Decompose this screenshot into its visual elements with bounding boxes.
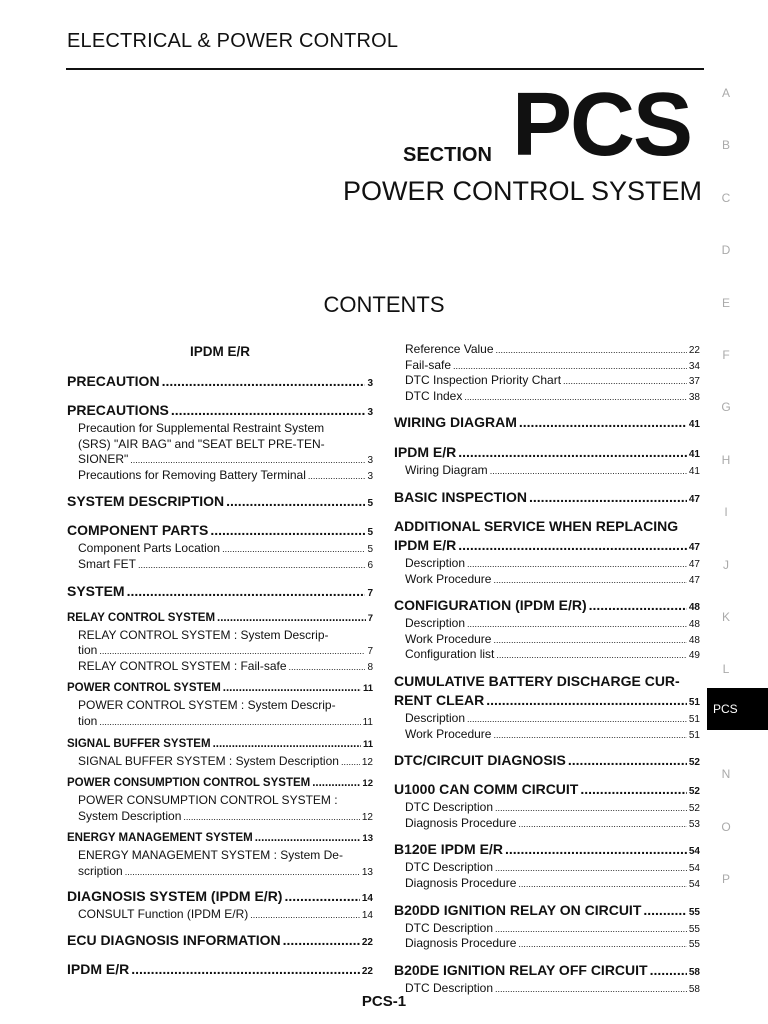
toc-entry-title: Work Procedure — [405, 571, 492, 586]
toc-heading[interactable] — [67, 522, 373, 541]
toc-page-number: 47 — [688, 541, 700, 553]
side-index-letter[interactable]: C — [721, 190, 731, 205]
toc-entry-title: WIRING DIAGRAM — [394, 414, 517, 431]
dot-leader — [223, 682, 361, 694]
footer-page-label: PCS-1 — [361, 993, 407, 1010]
toc-page-number: 41 — [688, 449, 700, 461]
toc-subheading[interactable] — [67, 682, 373, 698]
toc-subheading[interactable] — [67, 832, 373, 848]
toc-item[interactable] — [394, 342, 700, 358]
toc-entry-title: ENERGY MANAGEMENT SYSTEM — [67, 832, 253, 845]
toc-page-number: 53 — [688, 818, 700, 830]
toc-subheading[interactable] — [67, 738, 373, 754]
toc-page-number: 22 — [361, 937, 373, 949]
toc-entry-title: DTC Description — [405, 860, 494, 875]
toc-page-number: 55 — [688, 906, 700, 918]
toc-item[interactable] — [394, 389, 700, 405]
toc-group-heading: IPDM E/R — [189, 344, 250, 359]
toc-entry-title: DTC Inspection Priority Chart — [405, 373, 562, 388]
toc-entry-title: Diagnosis Procedure — [405, 815, 517, 830]
dot-leader — [283, 932, 360, 948]
toc-heading-text: ADDITIONAL SERVICE WHEN REPLACING — [394, 517, 679, 534]
toc-entry-title: RENT CLEAR — [394, 691, 485, 708]
toc-page-number: 14 — [361, 892, 373, 904]
toc-page-number: 52 — [688, 786, 700, 798]
toc-heading[interactable] — [394, 962, 700, 981]
toc-entry-title: Wiring Diagram — [405, 463, 488, 478]
toc-page-number: 52 — [688, 803, 700, 815]
dot-leader — [467, 559, 687, 569]
toc-item[interactable] — [67, 864, 373, 880]
toc-right-column — [394, 342, 700, 996]
contents-title: CONTENTS — [323, 292, 445, 317]
toc-page-number: 51 — [688, 696, 700, 708]
toc-item-text: ENERGY MANAGEMENT SYSTEM : System De- — [78, 848, 343, 863]
side-tab-active[interactable]: PCS — [707, 688, 768, 730]
dot-leader — [284, 888, 359, 904]
toc-entry-title: POWER CONTROL SYSTEM — [67, 682, 221, 695]
toc-page-number: 12 — [362, 778, 373, 790]
toc-entry-title: PRECAUTIONS — [67, 402, 169, 418]
dot-leader — [341, 757, 360, 767]
toc-entry-title: Description — [405, 555, 466, 570]
toc-page-number: 5 — [367, 498, 373, 510]
toc-entry-title: CONFIGURATION (IPDM E/R) — [394, 597, 587, 614]
dot-leader — [493, 730, 686, 740]
side-index-letter[interactable]: J — [723, 557, 729, 572]
toc-entry-title: scription — [78, 863, 123, 878]
dot-leader — [222, 544, 365, 554]
toc-entry-title: PRECAUTION — [67, 373, 160, 389]
toc-heading-text: CUMULATIVE BATTERY DISCHARGE CUR- — [394, 672, 680, 689]
section-code: PCS — [512, 75, 692, 175]
toc-item[interactable] — [67, 557, 373, 573]
toc-page-number: 22 — [361, 966, 373, 978]
toc-heading[interactable] — [67, 583, 373, 602]
toc-heading[interactable] — [394, 781, 700, 800]
toc-entry-title: BASIC INSPECTION — [394, 488, 528, 505]
dot-leader — [458, 537, 687, 553]
side-index-letter[interactable]: O — [721, 819, 731, 834]
toc-heading[interactable] — [394, 841, 700, 860]
toc-item[interactable] — [394, 921, 700, 937]
toc-entry-title: IPDM E/R — [394, 444, 457, 461]
toc-item-text: POWER CONTROL SYSTEM : System Descrip- — [78, 698, 336, 713]
toc-entry-title: System Description — [78, 808, 182, 823]
side-index-letter[interactable]: H — [721, 452, 731, 467]
toc-page-number: 55 — [688, 923, 700, 935]
dot-leader — [518, 879, 686, 889]
toc-page-number: 51 — [688, 713, 700, 725]
toc-entry-title: Component Parts Location — [78, 541, 221, 556]
toc-entry-title: SYSTEM — [67, 582, 125, 599]
toc-heading[interactable] — [394, 752, 700, 771]
toc-item[interactable] — [67, 541, 373, 557]
dot-leader — [496, 345, 687, 355]
dot-leader — [210, 522, 365, 538]
toc-page-number: 22 — [688, 345, 700, 356]
toc-item[interactable] — [394, 616, 700, 632]
toc-entry-title: Configuration list — [405, 647, 495, 662]
toc-page-number: 11 — [362, 738, 373, 750]
side-index-letter[interactable]: G — [721, 400, 731, 415]
toc-entry-title: B120E IPDM E/R — [394, 841, 503, 858]
toc-item[interactable] — [394, 876, 700, 892]
toc-page-number: 41 — [688, 419, 700, 431]
dot-leader — [217, 612, 366, 624]
toc-entry-title: CONSULT Function (IPDM E/R) — [78, 906, 249, 921]
toc-item-text: Precaution for Supplemental Restraint System — [78, 421, 325, 435]
toc-entry-title: COMPONENT PARTS — [67, 522, 209, 539]
toc-page-number: 51 — [688, 729, 700, 741]
toc-page-number: 54 — [688, 846, 700, 858]
toc-heading[interactable] — [394, 489, 700, 508]
dot-leader — [529, 489, 687, 505]
toc-item[interactable] — [394, 711, 700, 727]
dot-leader — [138, 560, 365, 570]
toc-subheading[interactable] — [67, 612, 373, 628]
toc-page-number: 7 — [367, 646, 373, 658]
toc-heading[interactable] — [394, 902, 700, 921]
toc-item[interactable] — [67, 452, 373, 468]
dot-leader — [490, 466, 687, 476]
toc-page-number: 12 — [361, 756, 373, 768]
toc-entry-title: Description — [405, 710, 466, 725]
toc-page-number: 8 — [367, 661, 373, 673]
toc-heading[interactable] — [67, 932, 373, 951]
toc-page-number: 13 — [361, 866, 373, 878]
toc-heading[interactable] — [67, 493, 373, 512]
toc-item[interactable] — [394, 373, 700, 389]
toc-heading[interactable] — [394, 692, 700, 711]
toc-page-number: 54 — [688, 863, 700, 875]
toc-entry-title: Description — [405, 616, 466, 631]
side-index-letter[interactable]: F — [722, 348, 730, 362]
dot-leader — [99, 717, 360, 727]
toc-page-number: 47 — [688, 558, 700, 570]
toc-entry-title: Work Procedure — [405, 726, 492, 741]
toc-entry-title: POWER CONSUMPTION CONTROL SYSTEM — [67, 777, 311, 790]
toc-page-number: 34 — [688, 360, 700, 372]
toc-entry-title: SYSTEM DESCRIPTION — [67, 493, 225, 510]
toc-entry-title: Diagnosis Procedure — [405, 936, 517, 951]
toc-item[interactable] — [394, 936, 700, 952]
toc-page-number: 3 — [367, 470, 373, 482]
toc-item[interactable] — [394, 727, 700, 743]
toc-entry-title: DTC Description — [405, 920, 494, 935]
toc-item-text: (SRS) "AIR BAG" and "SEAT BELT PRE-TEN- — [78, 436, 325, 451]
dot-leader — [458, 444, 687, 460]
toc-entry-title: DTC/CIRCUIT DIAGNOSIS — [394, 752, 566, 769]
toc-entry-title: Smart FET — [78, 556, 137, 571]
section-word: SECTION — [403, 144, 492, 166]
toc-page-number: 3 — [367, 378, 373, 389]
toc-heading[interactable] — [394, 597, 700, 616]
toc-entry-title: U1000 CAN COMM CIRCUIT — [394, 781, 579, 798]
toc-heading[interactable] — [67, 888, 373, 907]
dot-leader — [171, 402, 366, 418]
dot-leader — [226, 493, 365, 509]
toc-heading[interactable] — [67, 402, 373, 421]
dot-leader — [99, 646, 365, 656]
dot-leader — [127, 583, 366, 599]
toc-item[interactable] — [394, 556, 700, 572]
dot-leader — [467, 619, 687, 629]
dot-leader — [467, 714, 687, 724]
toc-item[interactable] — [394, 647, 700, 663]
dot-leader — [162, 373, 366, 389]
dot-leader — [486, 692, 687, 708]
toc-entry-title: Work Procedure — [405, 631, 492, 646]
toc-page-number: 41 — [688, 466, 700, 478]
toc-page-number: 5 — [367, 527, 373, 539]
toc-heading[interactable] — [394, 414, 700, 433]
side-index-letter[interactable]: D — [721, 243, 731, 258]
toc-item[interactable] — [394, 572, 700, 588]
toc-page-number: 12 — [361, 811, 373, 823]
toc-page-number: 52 — [688, 757, 700, 769]
toc-entry-title: B20DD IGNITION RELAY ON CIRCUIT — [394, 901, 642, 918]
toc-entry-title: IPDM E/R — [394, 536, 457, 553]
dot-leader — [131, 961, 360, 977]
side-index-letter[interactable]: N — [721, 767, 731, 782]
toc-item[interactable] — [67, 907, 373, 923]
toc-heading[interactable] — [394, 537, 700, 556]
toc-entry-title: tion — [78, 713, 98, 728]
dot-leader — [453, 361, 687, 371]
toc-page-number: 55 — [688, 939, 700, 951]
toc-entry-title: Fail-safe — [405, 357, 452, 372]
toc-heading[interactable] — [67, 961, 373, 980]
toc-item-text: RELAY CONTROL SYSTEM : System Descrip- — [78, 627, 329, 642]
toc-page-number: 49 — [688, 650, 700, 662]
toc-item[interactable] — [67, 659, 373, 675]
dot-leader — [518, 819, 686, 829]
toc-subheading[interactable] — [67, 777, 373, 793]
toc-item[interactable] — [394, 816, 700, 832]
dot-leader — [495, 863, 687, 873]
dot-leader — [255, 832, 361, 844]
toc-item[interactable] — [394, 860, 700, 876]
toc-page-number: 6 — [367, 559, 373, 571]
dot-leader — [213, 738, 361, 750]
dot-leader — [493, 635, 686, 645]
side-index-letter[interactable]: I — [724, 505, 728, 520]
toc-heading[interactable] — [67, 373, 373, 392]
dot-leader — [495, 803, 687, 813]
side-index-letter[interactable]: A — [721, 86, 730, 100]
side-index-letter[interactable]: B — [721, 138, 730, 153]
toc-page-number: 48 — [688, 634, 700, 646]
dot-leader — [563, 376, 687, 386]
dot-leader — [643, 902, 687, 918]
toc-page-number: 48 — [688, 619, 700, 631]
toc-entry-title: RELAY CONTROL SYSTEM — [67, 611, 216, 624]
dot-leader — [496, 650, 686, 660]
toc-page-number: 13 — [362, 833, 373, 845]
dot-leader — [250, 910, 360, 920]
toc-page-number: 58 — [688, 966, 700, 978]
toc-entry-title: IPDM E/R — [67, 961, 130, 978]
header-rule — [66, 68, 704, 70]
toc-item[interactable] — [394, 632, 700, 648]
toc-item[interactable] — [394, 463, 700, 479]
toc-entry-title: SIONER" — [78, 452, 129, 467]
toc-page-number: 7 — [367, 612, 373, 624]
dot-leader — [130, 455, 365, 465]
toc-item-text: POWER CONSUMPTION CONTROL SYSTEM : — [78, 793, 338, 808]
toc-entry-title: tion — [78, 643, 98, 658]
toc-page-number: 37 — [688, 376, 700, 388]
toc-entry-title: SIGNAL BUFFER SYSTEM — [67, 737, 211, 750]
toc-item[interactable] — [394, 800, 700, 816]
toc-entry-title: DTC Description — [405, 800, 494, 815]
toc-entry-title: Diagnosis Procedure — [405, 875, 517, 890]
toc-entry-title: DIAGNOSIS SYSTEM (IPDM E/R) — [67, 887, 283, 904]
dot-leader — [568, 752, 687, 768]
toc-item[interactable] — [67, 643, 373, 659]
toc-page-number: 11 — [362, 683, 373, 695]
toc-page-number: 3 — [367, 407, 373, 418]
toc-page-number: 3 — [367, 455, 373, 467]
toc-entry-title: ECU DIAGNOSIS INFORMATION — [67, 932, 281, 949]
toc-page-number: 47 — [688, 493, 700, 505]
toc-entry-title: Reference Value — [405, 342, 494, 356]
dot-leader — [518, 939, 686, 949]
toc-entry-title: DTC Description — [405, 980, 494, 995]
toc-page-number: 48 — [688, 602, 700, 614]
dot-leader — [519, 414, 687, 430]
header-title: ELECTRICAL & POWER CONTROL — [67, 30, 399, 52]
toc-entry-title: SIGNAL BUFFER SYSTEM : System Description — [78, 753, 339, 768]
toc-item[interactable] — [67, 754, 373, 770]
toc-heading[interactable] — [394, 444, 700, 463]
toc-entry-title: B20DE IGNITION RELAY OFF CIRCUIT — [394, 961, 648, 978]
toc-page-number: 38 — [688, 391, 700, 403]
dot-leader — [580, 781, 687, 797]
toc-page-number: 58 — [688, 983, 700, 995]
dot-leader — [308, 471, 366, 481]
toc-entry-title: Precautions for Removing Battery Terminal — [78, 467, 306, 482]
toc-item[interactable] — [394, 358, 700, 374]
toc-left-column — [67, 342, 373, 980]
side-index-letter[interactable]: K — [721, 610, 730, 624]
dot-leader — [289, 662, 366, 672]
side-index-letter[interactable]: E — [721, 295, 730, 310]
toc-item[interactable] — [67, 809, 373, 825]
toc-entry-title: DTC Index — [405, 388, 463, 403]
dot-leader — [495, 924, 687, 934]
side-index-letter[interactable]: P — [721, 872, 730, 886]
dot-leader — [589, 597, 687, 613]
toc-page-number: 14 — [361, 909, 373, 921]
side-index-letter[interactable]: L — [722, 662, 730, 677]
dot-leader — [505, 841, 687, 857]
dot-leader — [125, 867, 360, 877]
toc-entry-title: RELAY CONTROL SYSTEM : Fail-safe — [78, 658, 287, 673]
dot-leader — [650, 962, 687, 978]
toc-page-number: 11 — [362, 716, 373, 728]
dot-leader — [464, 392, 687, 402]
toc-item[interactable] — [67, 468, 373, 484]
toc-page-number: 47 — [688, 574, 700, 586]
dot-leader — [312, 777, 360, 789]
toc-page-number: 5 — [367, 544, 373, 556]
toc-item[interactable] — [67, 714, 373, 730]
section-subtitle: POWER CONTROL SYSTEM — [342, 176, 702, 206]
toc-page-number: 54 — [688, 878, 700, 890]
dot-leader — [183, 812, 360, 822]
dot-leader — [493, 575, 686, 585]
toc-page-number: 7 — [367, 587, 373, 599]
